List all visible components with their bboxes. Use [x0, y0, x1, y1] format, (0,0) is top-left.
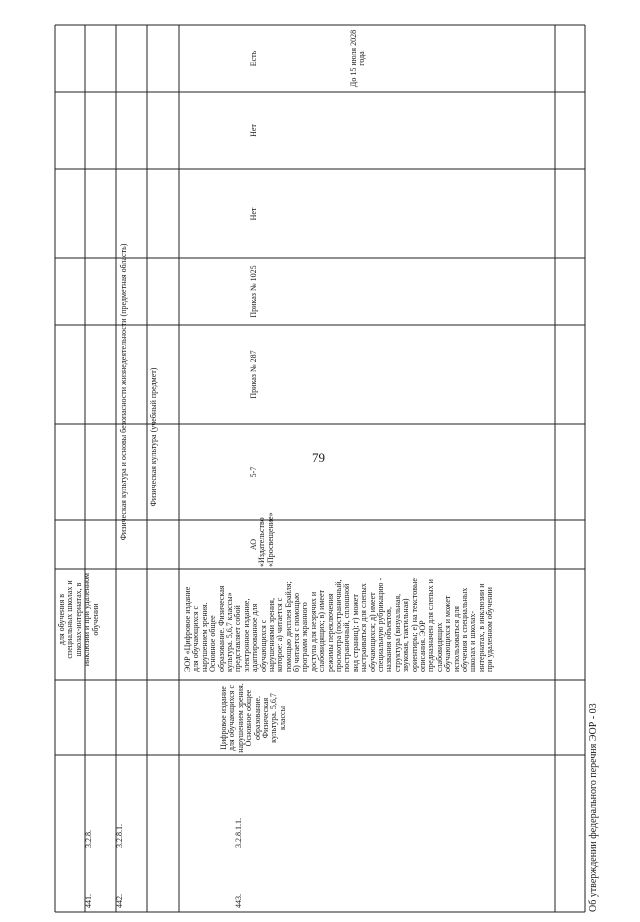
- row-443-publisher: АО «Издательство «Просвещение»: [249, 512, 275, 567]
- row-442-heading: Физическая культура (учебный предмет): [149, 367, 158, 507]
- row-442-code: 3.2.8.1.: [115, 824, 124, 848]
- row-443-order-1: Приказ № 287: [249, 350, 258, 399]
- row-443-order-2: Приказ № 1025: [249, 265, 258, 318]
- row-443-resource-description: ЭОР «Цифровое издание для обучающихся с нарушением зрения. Основное общее образование. Физическая культура. 5,6,7 классы» представляет собой электронное издание, адаптированное для обучающихся с нарушениями зрения, которое: а) читается с помощью дисплея Брайля; б) читается с помощью программ экранного доступа для незрячих и слабовидящих; в) имеет режимы переключения просмотра (постраничный, постраничный, сплошной вид страниц); г) может настраиваться для слепых обучающихся; д) имеет специальную рубрикацию - названия объектов, структура (визуальная, звуковая, тактильная) ориентиры; е) на текстовые описания. ЭОР предназначен для слепых и слабовидящих обучающихся и может использоваться для обучения в специальных школах и школах-интернатах, в инклюзии и при удаленном обучении: [183, 577, 495, 672]
- row-443-grades: 5-7: [249, 466, 258, 478]
- row-443-column-9: Есть: [249, 50, 258, 67]
- document-footer: Об утверждении федерального перечня ЭОР - 03: [588, 703, 599, 912]
- row-442-number: 442.: [115, 894, 124, 908]
- row-443-resource-name: Цифровое издание для обучающихся с нарушением зрения. Основное общее образование. Физическая культура. 5,6,7 классы: [219, 683, 287, 753]
- row-443-column-7: Нет: [249, 207, 258, 221]
- row-441-heading: Физическая культура и основы безопасности жизнедеятельности (предметная область): [119, 243, 128, 541]
- page-number: 79: [312, 450, 325, 465]
- row-441-code: 3.2.8.: [84, 830, 93, 848]
- row-443-valid-until: До 15 июля 2028 года: [349, 29, 367, 88]
- row-443-code: 3.2.8.1.1.: [234, 818, 243, 848]
- row-441-number: 441.: [84, 894, 93, 908]
- row-443-number: 443.: [234, 894, 243, 908]
- carryover-description-text: для обучения в специальных школах и школах-интернатах, в инклюзии и при удаленном обучении: [57, 572, 100, 667]
- row-443-column-8: Нет: [249, 124, 258, 137]
